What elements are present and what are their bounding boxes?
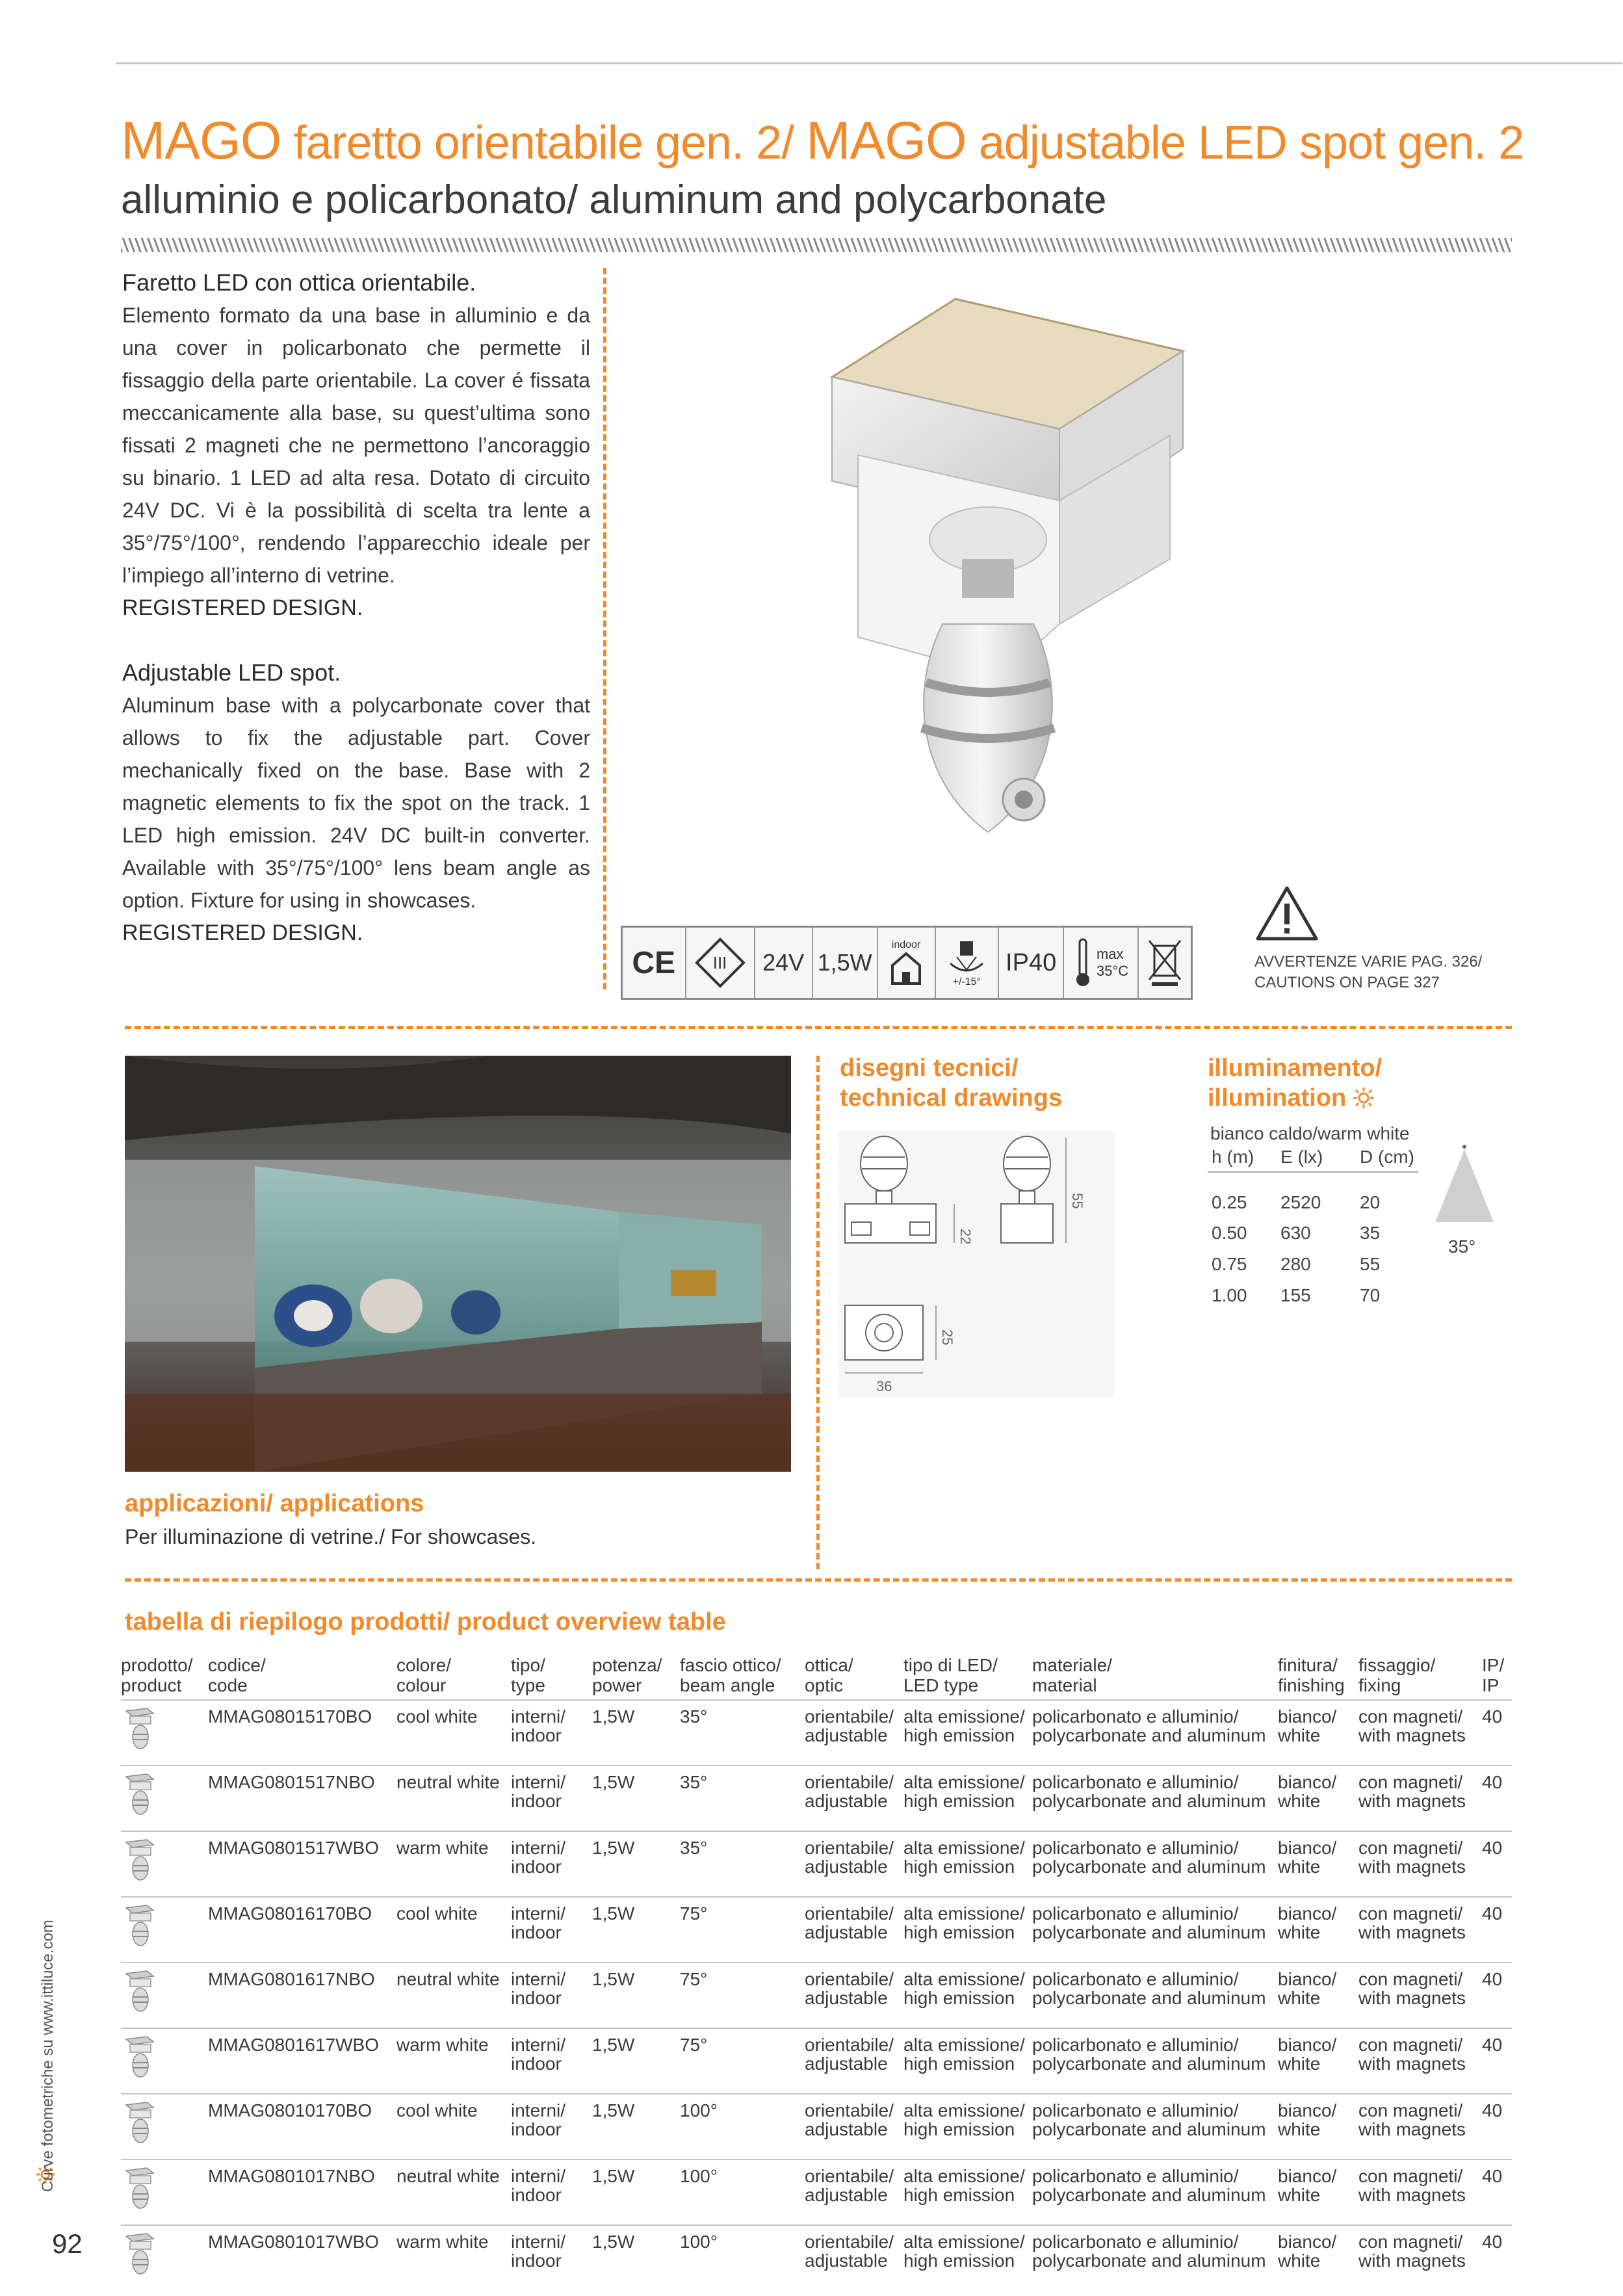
description-english (122, 657, 590, 949)
header-beam-angle: fascio ottico/ beam angle (680, 1655, 781, 1695)
power: 1,5W (592, 2028, 680, 2094)
power: 1,5W (592, 2159, 680, 2225)
type: interni/ indoor (511, 2159, 592, 2225)
brand-name-en: MAGO (806, 111, 967, 170)
warning-text: AVVERTENZE VARIE PAG. 326/ CAUTIONS ON PAGE 327 (1254, 953, 1483, 991)
product-thumbnail (121, 2159, 208, 2225)
title-en: adjustable LED spot gen. 2 (966, 117, 1524, 169)
fixing: con magneti/ with magnets (1358, 1963, 1482, 2028)
power-label: 1,5W (813, 928, 878, 998)
product-thumbnail (121, 1700, 208, 1766)
spot-thumbnail-icon (121, 1904, 157, 1950)
product-code: MMAG0801517WBO (208, 1831, 396, 1897)
illumination-row: 0.75 280 55 (1212, 1254, 1381, 1274)
optic: orientabile/ adjustable (805, 1766, 903, 1831)
header-fixing: fissaggio/ fixing (1358, 1655, 1436, 1695)
fixing: con magneti/ with magnets (1358, 1766, 1482, 1831)
spot-thumbnail-icon (121, 2101, 157, 2146)
description-en-registered: REGISTERED DESIGN. (122, 920, 363, 945)
colour: cool white (396, 1897, 511, 1963)
power: 1,5W (592, 1766, 680, 1831)
horizontal-divider-2 (125, 1578, 1512, 1582)
beam-angle: 100° (680, 2094, 805, 2159)
vertical-divider-middle (816, 1056, 820, 1569)
header-type: tipo/ type (511, 1655, 545, 1695)
header-finishing: finitura/ finishing (1278, 1655, 1345, 1695)
product-thumbnail (121, 1766, 208, 1831)
applications-text: Per illuminazione di vetrine./ For showcases. (125, 1525, 537, 1548)
header-code: codice/ code (208, 1655, 266, 1695)
table-row (121, 1831, 1512, 1897)
ip-rating: IP40 (999, 928, 1064, 998)
tilt-icon: +/-15° (936, 928, 1000, 998)
description-it-registered: REGISTERED DESIGN. (122, 595, 363, 620)
certification-strip (621, 926, 1193, 1000)
ip: 40 (1482, 2159, 1512, 2225)
product-overview-table (121, 1655, 1512, 2290)
led-type: alta emissione/ high emission (903, 2028, 1032, 2094)
spot-thumbnail-icon (121, 1838, 157, 1884)
colour: cool white (396, 1700, 511, 1766)
table-row (121, 2094, 1512, 2159)
product-code: MMAG08016170BO (208, 1897, 396, 1963)
description-it-body: Elemento formato da una base in alluminio e da una cover in policarbonato che permette il fissaggio della parte orientabile. La cover é fissata meccanicamente alla base, su quest’ultima sono fissati 2 magneti che ne permettono l’ancoraggio su binario. 1 LED ad alta resa. Dotato di circuito 24V DC. Vi è la possibilità di scelta tra lente a 35°/75°/100°, rendendo l’apparecchio ideale per l’impiego all’interno di vetrine. (122, 304, 590, 587)
class-iii-icon: III (686, 928, 755, 998)
material: policarbonato e alluminio/ polycarbonate and aluminum (1032, 1766, 1278, 1831)
material: policarbonato e alluminio/ polycarbonate and aluminum (1032, 2225, 1278, 2290)
optic: orientabile/ adjustable (805, 2159, 903, 2225)
weee-bin-icon (1139, 928, 1191, 998)
ip: 40 (1482, 2028, 1512, 2094)
header-material: materiale/ material (1032, 1655, 1112, 1695)
led-type: alta emissione/ high emission (903, 2094, 1032, 2159)
fixing: con magneti/ with magnets (1358, 2225, 1482, 2290)
led-type: alta emissione/ high emission (903, 1897, 1032, 1963)
led-type: alta emissione/ high emission (903, 2159, 1032, 2225)
dim-height: 55 (1069, 1193, 1085, 1209)
optic: orientabile/ adjustable (805, 1700, 903, 1766)
product-thumbnail (121, 2225, 208, 2290)
finishing: bianco/ white (1278, 2159, 1358, 2225)
overview-title: tabella di riepilogo prodotti/ product overview table (125, 1608, 726, 1636)
title-it: faretto orientabile gen. 2/ (281, 117, 807, 169)
optic: orientabile/ adjustable (805, 2225, 903, 2290)
sun-icon (1353, 1087, 1375, 1109)
power: 1,5W (592, 1831, 680, 1897)
ip: 40 (1482, 1831, 1512, 1897)
table-row (121, 1963, 1512, 2028)
indoor-icon: indoor (878, 928, 936, 998)
colour: warm white (396, 2028, 511, 2094)
illumination-table: bianco caldo/warm white h (m) E (lx) D (cm) 0.25 2520 20 0.50 630 35 0.75 280 55 1.00 155 70 (1208, 1123, 1418, 1311)
material: policarbonato e alluminio/ polycarbonate and aluminum (1032, 2094, 1278, 2159)
type: interni/ indoor (511, 2028, 592, 2094)
vertical-divider-top (603, 268, 606, 989)
colour: cool white (396, 2094, 511, 2159)
spot-thumbnail-icon (121, 2035, 157, 2081)
product-thumbnail (121, 1963, 208, 2028)
photometric-curves-note: Curve fotometriche su www.ittiluce.com (39, 1920, 57, 2192)
finishing: bianco/ white (1278, 1700, 1358, 1766)
led-type: alta emissione/ high emission (903, 1766, 1032, 1831)
application-photo (125, 1056, 791, 1472)
optic: orientabile/ adjustable (805, 1963, 903, 2028)
fixing: con magneti/ with magnets (1358, 1897, 1482, 1963)
finishing: bianco/ white (1278, 2094, 1358, 2159)
header-colour: colore/ colour (396, 1655, 452, 1695)
ip: 40 (1482, 1897, 1512, 1963)
power: 1,5W (592, 2225, 680, 2290)
material: policarbonato e alluminio/ polycarbonate and aluminum (1032, 1700, 1278, 1766)
description-it-heading: Faretto LED con ottica orientabile. (122, 269, 476, 296)
max-temperature: max 35°C (1064, 928, 1139, 998)
header-product: prodotto/ product (121, 1655, 193, 1695)
illumination-caption: bianco caldo/warm white (1210, 1123, 1410, 1143)
led-type: alta emissione/ high emission (903, 1963, 1032, 2028)
technical-drawings-title: disegni tecnici/ technical drawings (840, 1054, 1063, 1112)
table-row (121, 1700, 1512, 1766)
ip: 40 (1482, 2225, 1512, 2290)
spot-thumbnail-icon (121, 1970, 157, 2015)
description-en-heading: Adjustable LED spot. (122, 659, 341, 686)
type: interni/ indoor (511, 2225, 592, 2290)
ip: 40 (1482, 1766, 1512, 1831)
horizontal-divider-1 (125, 1026, 1512, 1029)
voltage-label: 24V (755, 928, 813, 998)
fixing: con magneti/ with magnets (1358, 1831, 1482, 1897)
optic: orientabile/ adjustable (805, 2094, 903, 2159)
type: interni/ indoor (511, 1963, 592, 2028)
product-code: MMAG0801617NBO (208, 1963, 396, 2028)
warning-triangle-icon (1254, 884, 1319, 943)
brand-name-it: MAGO (121, 111, 281, 170)
ip: 40 (1482, 1963, 1512, 2028)
led-type: alta emissione/ high emission (903, 1700, 1032, 1766)
type: interni/ indoor (511, 1897, 592, 1963)
type: interni/ indoor (511, 2094, 592, 2159)
optic: orientabile/ adjustable (805, 2028, 903, 2094)
power: 1,5W (592, 1700, 680, 1766)
table-row (121, 2225, 1512, 2290)
finishing: bianco/ white (1278, 1766, 1358, 1831)
table-row (121, 1766, 1512, 1831)
beam-angle: 100° (680, 2159, 805, 2225)
hatch-divider (121, 238, 1512, 252)
illumination-row: 1.00 155 70 (1212, 1285, 1381, 1305)
finishing: bianco/ white (1278, 1897, 1358, 1963)
header-optic: ottica/ optic (805, 1655, 853, 1695)
colour: neutral white (396, 2159, 511, 2225)
material: policarbonato e alluminio/ polycarbonate and aluminum (1032, 2159, 1278, 2225)
product-code: MMAG08010170BO (208, 2094, 396, 2159)
beam-angle: 75° (680, 2028, 805, 2094)
overview-header-row (121, 1655, 1512, 1700)
page-title (121, 111, 1524, 172)
technical-drawing (838, 1131, 1115, 1398)
product-photo (806, 286, 1222, 891)
illumination-title: illuminamento/ illumination (1208, 1054, 1383, 1112)
type: interni/ indoor (511, 1700, 592, 1766)
dim-width: 36 (876, 1378, 892, 1394)
power: 1,5W (592, 1963, 680, 2028)
header-ip: IP/ IP (1482, 1655, 1505, 1695)
beam-angle: 35° (680, 1831, 805, 1897)
beam-cone-icon (1429, 1144, 1500, 1226)
beam-angle-label: 35° (1448, 1236, 1476, 1257)
spot-thumbnail-icon (121, 1773, 157, 1818)
spot-thumbnail-icon (121, 1707, 157, 1753)
product-thumbnail (121, 1831, 208, 1897)
fixing: con magneti/ with magnets (1358, 2094, 1482, 2159)
product-code: MMAG0801517NBO (208, 1766, 396, 1831)
product-code: MMAG0801617WBO (208, 2028, 396, 2094)
page-subtitle: alluminio e policarbonato/ aluminum and polycarbonate (121, 177, 1107, 222)
ip: 40 (1482, 2094, 1512, 2159)
beam-angle: 100° (680, 2225, 805, 2290)
colour: neutral white (396, 1766, 511, 1831)
fixing: con magneti/ with magnets (1358, 2028, 1482, 2094)
product-code: MMAG08015170BO (208, 1700, 396, 1766)
illumination-row: 0.25 2520 20 (1212, 1192, 1381, 1212)
material: policarbonato e alluminio/ polycarbonate and aluminum (1032, 1963, 1278, 2028)
header-led-type: tipo di LED/ LED type (903, 1655, 998, 1695)
adjust-angle-icon (944, 937, 989, 976)
product-code: MMAG0801017WBO (208, 2225, 396, 2290)
applications-title: applicazioni/ applications (125, 1490, 424, 1517)
spot-thumbnail-icon (121, 2167, 157, 2212)
description-en-body: Aluminum base with a polycarbonate cover that allows to fix the adjustable part. Cover mechanically fixed on the base. Base with 2 magnetic elements to fix the spot on the track. 1 LED high emission. 24V DC built-in converter. Available with 35°/75°/100° lens beam angle as option. Fixture for using in showcases. (122, 694, 590, 912)
led-type: alta emissione/ high emission (903, 2225, 1032, 2290)
thermometer-icon (1073, 937, 1093, 989)
optic: orientabile/ adjustable (805, 1831, 903, 1897)
table-row (121, 1897, 1512, 1963)
page-number: 92 (52, 2228, 83, 2259)
material: policarbonato e alluminio/ polycarbonate and aluminum (1032, 2028, 1278, 2094)
ip: 40 (1482, 1700, 1512, 1766)
dim-depth: 25 (939, 1329, 955, 1346)
table-row (121, 2028, 1512, 2094)
type: interni/ indoor (511, 1831, 592, 1897)
illumination-row: 0.50 630 35 (1212, 1223, 1381, 1243)
finishing: bianco/ white (1278, 1831, 1358, 1897)
ce-mark: CE (623, 928, 686, 998)
finishing: bianco/ white (1278, 2028, 1358, 2094)
header-power: potenza/ power (592, 1655, 662, 1695)
type: interni/ indoor (511, 1766, 592, 1831)
dim-base: 22 (957, 1229, 974, 1245)
top-rule (116, 62, 1622, 64)
colour: warm white (396, 1831, 511, 1897)
finishing: bianco/ white (1278, 1963, 1358, 2028)
description-italian (122, 267, 590, 624)
finishing: bianco/ white (1278, 2225, 1358, 2290)
power: 1,5W (592, 2094, 680, 2159)
beam-angle: 75° (680, 1963, 805, 2028)
fixing: con magneti/ with magnets (1358, 2159, 1482, 2225)
material: policarbonato e alluminio/ polycarbonate and aluminum (1032, 1831, 1278, 1897)
table-row (121, 2159, 1512, 2225)
colour: neutral white (396, 1963, 511, 2028)
led-type: alta emissione/ high emission (903, 1831, 1032, 1897)
product-thumbnail (121, 1897, 208, 1963)
material: policarbonato e alluminio/ polycarbonate and aluminum (1032, 1897, 1278, 1963)
product-thumbnail (121, 2028, 208, 2094)
product-code: MMAG0801017NBO (208, 2159, 396, 2225)
fixing: con magneti/ with magnets (1358, 1700, 1482, 1766)
beam-angle: 35° (680, 1766, 805, 1831)
optic: orientabile/ adjustable (805, 1897, 903, 1963)
beam-angle: 35° (680, 1700, 805, 1766)
beam-angle: 75° (680, 1897, 805, 1963)
product-thumbnail (121, 2094, 208, 2159)
spot-thumbnail-icon (121, 2232, 157, 2278)
power: 1,5W (592, 1897, 680, 1963)
house-icon (890, 951, 922, 986)
colour: warm white (396, 2225, 511, 2290)
